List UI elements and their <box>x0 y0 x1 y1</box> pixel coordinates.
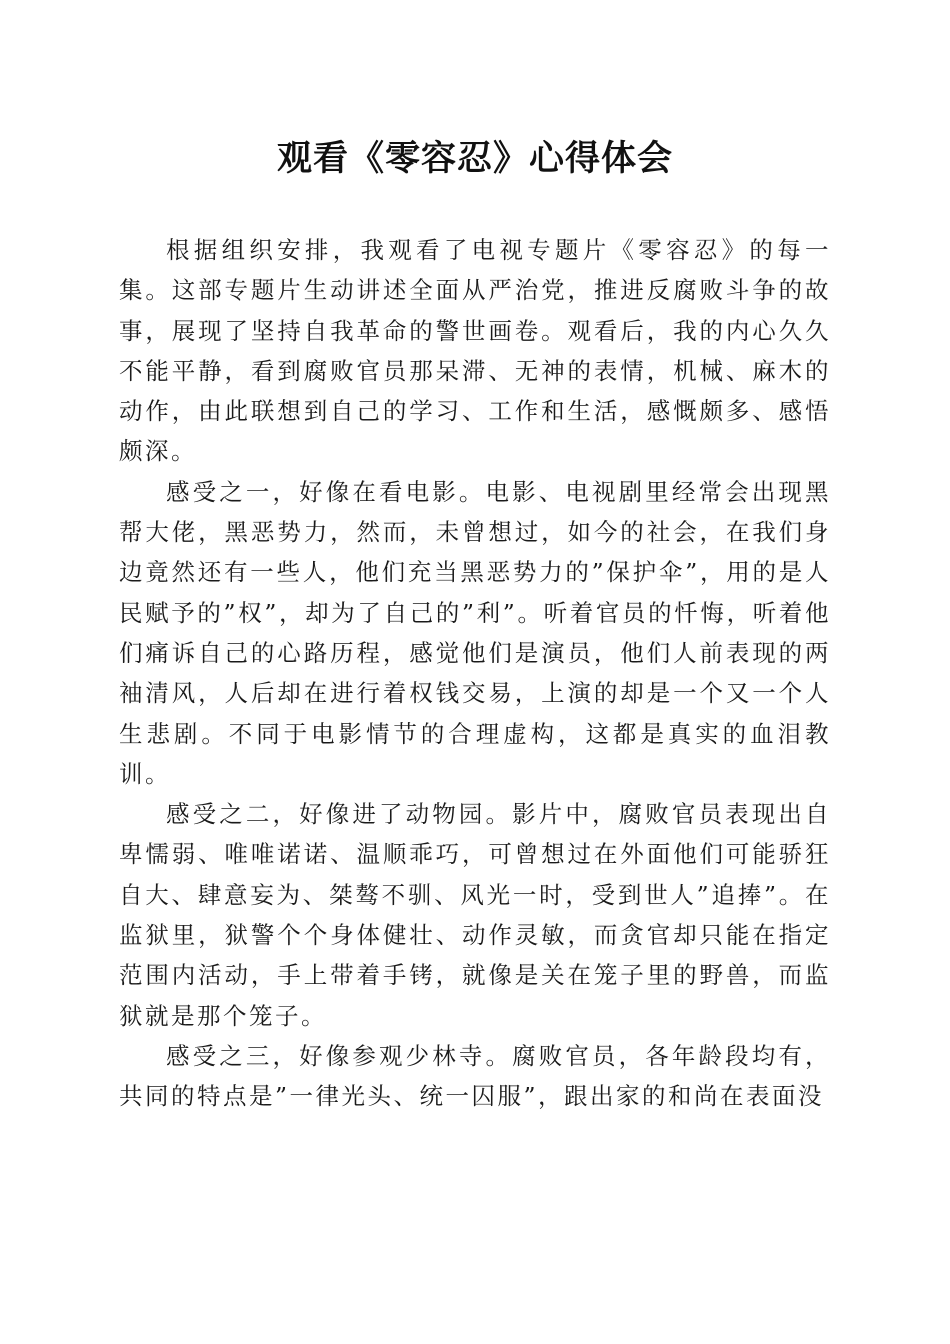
paragraph: 根据组织安排，我观看了电视专题片《零容忍》的每一集。这部专题片生动讲述全面从严治党，推进反腐败斗争的故事，展现了坚持自我革命的警世画卷。观看后，我的内心久久不能平静，看到腐败官员那呆滞、无神的表情，机械、麻木的动作，由此联想到自己的学习、工作和生活，感慨颇多、感悟颇深。 <box>119 236 831 466</box>
paragraph: 感受之二，好像进了动物园。影片中，腐败官员表现出自卑懦弱、唯唯诺诺、温顺乖巧，可曾想过在外面他们可能骄狂自大、肆意妄为、桀骜不驯、风光一时，受到世人”追捧”。在监狱里，狱警个个身体健壮、动作灵敏，而贪官却只能在指定范围内活动，手上带着手铐，就像是关在笼子里的野兽，而监狱就是那个笼子。 <box>119 800 831 1030</box>
document-title: 观看《零容忍》心得体会 <box>276 138 673 179</box>
paragraph: 感受之一，好像在看电影。电影、电视剧里经常会出现黑帮大佬，黑恶势力，然而，未曾想过，如今的社会，在我们身边竟然还有一些人，他们充当黑恶势力的”保护伞”，用的是人民赋予的”权”，却为了自己的”利”。听着官员的忏悔，听着他们痛诉自己的心路历程，感觉他们是演员，他们人前表现的两袖清风，人后却在进行着权钱交易，上演的却是一个又一个人生悲剧。不同于电影情节的合理虚构，这都是真实的血泪教训。 <box>119 477 831 788</box>
paragraph: 感受之三，好像参观少林寺。腐败官员，各年龄段均有，共同的特点是”一律光头、统一囚服”，跟出家的和尚在表面没 <box>119 1041 831 1111</box>
document-body <box>119 230 831 1117</box>
